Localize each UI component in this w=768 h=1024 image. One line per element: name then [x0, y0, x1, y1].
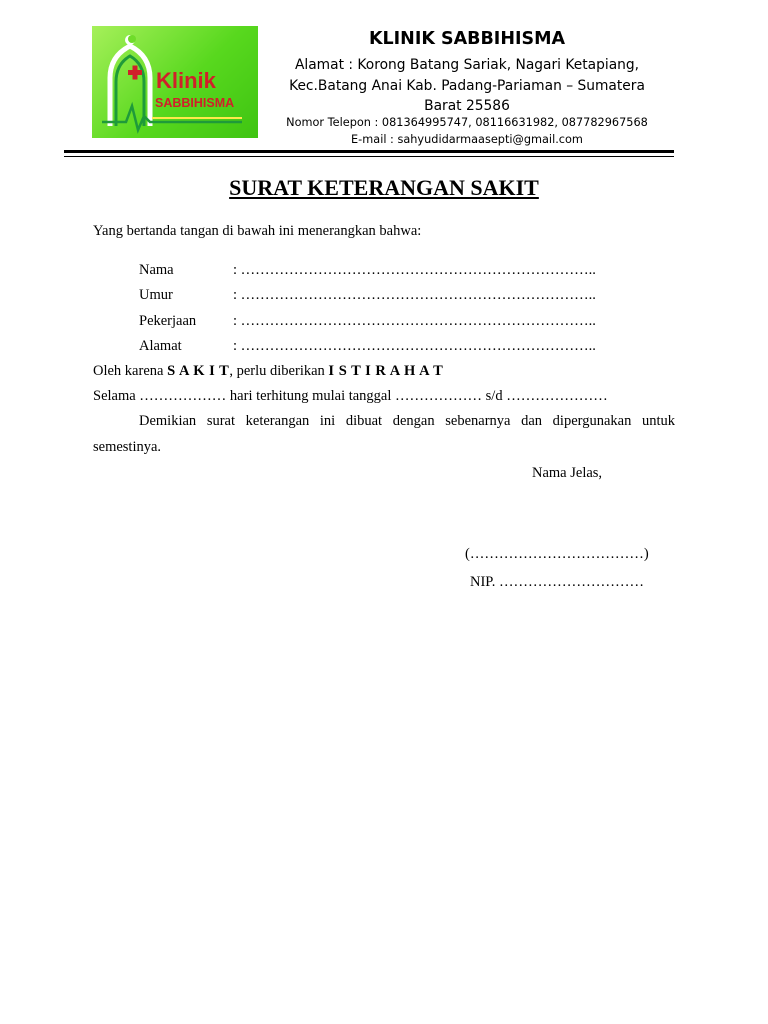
- signature-name-label: Nama Jelas,: [532, 465, 603, 481]
- field-dots-pekerjaan: : ………………………………………………………………..: [233, 313, 596, 329]
- address-line: Alamat : Korong Batang Sariak, Nagari Ketapiang,: [294, 57, 640, 73]
- signature-name-line: (………………………………): [465, 546, 649, 562]
- header-divider-thick: [64, 150, 674, 153]
- address-line: Kec.Batang Anai Kab. Padang-Pariaman – Sumatera: [289, 77, 645, 94]
- address-line: Barat 25586: [424, 98, 510, 114]
- logo-subtitle: SABBIHISMA: [155, 96, 235, 110]
- reason-middle: , perlu diberikan: [229, 363, 329, 379]
- reason-rest: I S T I R A H A T: [328, 363, 444, 379]
- intro-text: Yang bertanda tangan di bawah ini menerangkan bahwa:: [93, 223, 422, 239]
- field-label-alamat: Alamat: [139, 338, 182, 354]
- clinic-name: KLINIK SABBIHISMA: [368, 29, 566, 49]
- field-label-pekerjaan: Pekerjaan: [139, 313, 197, 329]
- signature-nip: NIP. …………………………: [470, 574, 645, 590]
- duration-line: Selama ……………… hari terhitung mulai tanggal ……………… s/d …………………: [93, 388, 608, 404]
- reason-prefix: Oleh karena: [93, 363, 168, 379]
- field-dots-nama: : ………………………………………………………………..: [233, 262, 596, 278]
- field-dots-umur: : ………………………………………………………………..: [233, 287, 596, 303]
- document-title: SURAT KETERANGAN SAKIT: [229, 175, 539, 200]
- field-label-nama: Nama: [139, 262, 174, 278]
- clinic-email: E-mail : sahyudidarmaasepti@gmail.com: [351, 133, 583, 146]
- header-divider-thin: [64, 156, 674, 157]
- clinic-phone: Nomor Telepon : 081364995747, 08116631982, 087782967568: [286, 116, 648, 129]
- clinic-address: [262, 55, 672, 117]
- reason-sick: S A K I T: [167, 363, 230, 379]
- field-dots-alamat: : ………………………………………………………………..: [233, 338, 596, 354]
- reason-line: [93, 363, 443, 380]
- closing-paragraph: Demikian surat keterangan ini dibuat dengan sebenarnya dan dipergunakan untuk semestinya.: [93, 413, 675, 455]
- clinic-logo: [92, 26, 258, 138]
- logo-word: Klinik: [156, 68, 216, 93]
- field-label-umur: Umur: [139, 287, 173, 303]
